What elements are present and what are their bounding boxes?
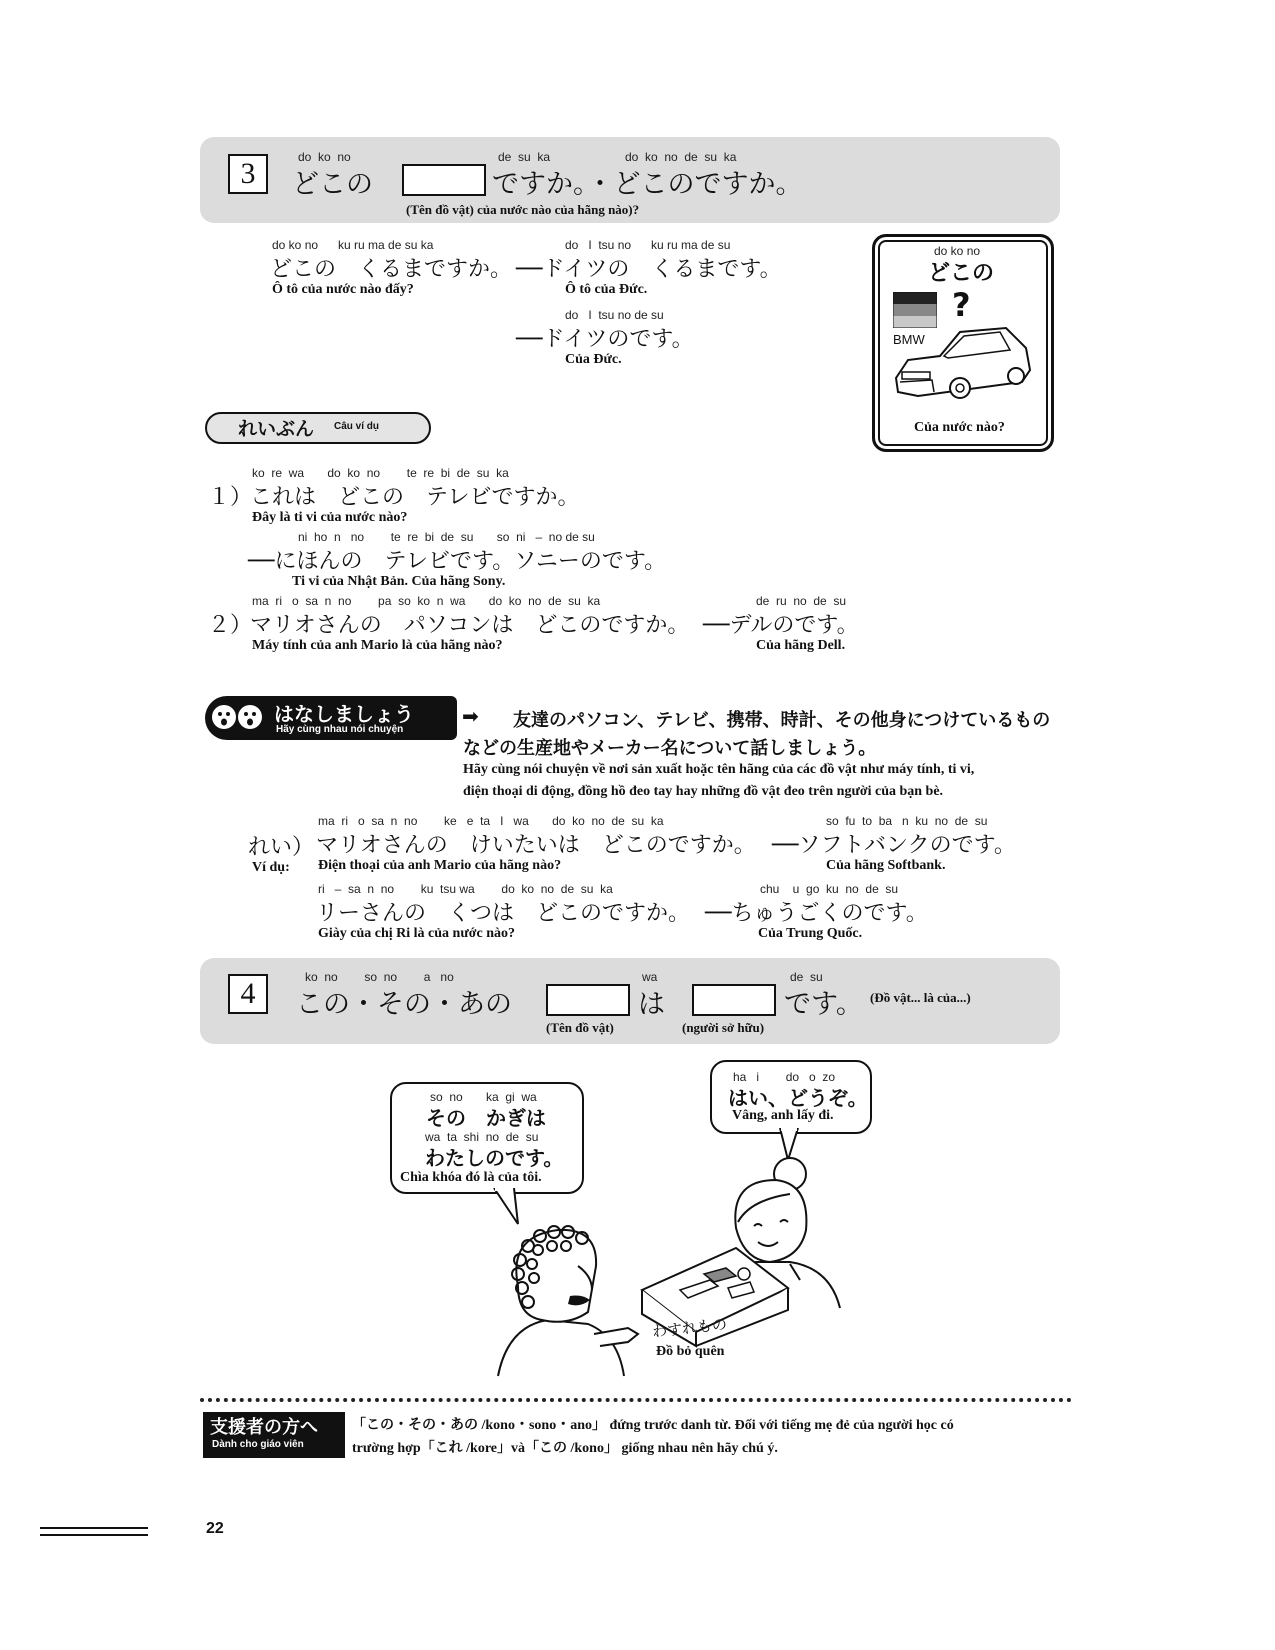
ex3-a2-jp: ──ドイツのです。 xyxy=(516,327,694,352)
car-panel-ruby: do ko no xyxy=(934,244,981,258)
rei2-ruby: ri – sa n no ku tsu wa do ko no de su ka xyxy=(318,882,613,896)
e2-jp: マリオさんの パソコンは どこのですか。 xyxy=(250,613,690,638)
car-icon xyxy=(888,326,1038,406)
page-number: 22 xyxy=(206,1520,224,1537)
bubble-left-jp1: その かぎは xyxy=(426,1106,546,1130)
rei2a-jp: ──ちゅうごくのです。 xyxy=(705,901,928,926)
arrow-right-icon: ➡ xyxy=(462,704,479,728)
ruby-konosonoano: ko no so no a no xyxy=(305,970,454,984)
blank-item-3 xyxy=(402,164,486,196)
ruby-desu: de su xyxy=(790,970,823,984)
lost-items-caption: Đồ bỏ quên xyxy=(656,1344,725,1359)
talking-faces-icon xyxy=(210,702,266,732)
ruby-doko: do ko no xyxy=(298,150,351,164)
reibun-sub: Câu ví dụ xyxy=(334,421,380,432)
ex3-q-ruby: do ko no ku ru ma de su ka xyxy=(272,238,434,252)
e2-ruby: ma ri o sa n no pa so ko n wa do ko no de su ka xyxy=(252,594,601,608)
bubble-left-jp2: わたしのです。 xyxy=(425,1146,564,1170)
bubble-left-ruby2: wa ta shi no de su xyxy=(425,1130,539,1144)
car-panel-title: どこの xyxy=(928,261,995,286)
rei2-jp: リーさんの くつは どこのですか。 xyxy=(316,901,691,926)
pattern4-note: (Đồ vật... là của...) xyxy=(870,990,971,1005)
ex3-a2-vn: Của Đức. xyxy=(565,352,622,367)
bubble-right-vn: Vâng, anh lấy đi. xyxy=(732,1108,834,1123)
rei2-vn: Giày của chị Ri là của nước nào? xyxy=(318,926,515,941)
rei1-vn: Điện thoại của anh Mario của hãng nào? xyxy=(318,858,562,873)
section-number-3: 3 xyxy=(228,154,268,194)
footer-rule xyxy=(40,1527,148,1536)
e1a-ruby: ni ho n no te re bi de su so ni – no de su xyxy=(298,530,595,544)
e2a-ruby: de ru no de su xyxy=(756,594,847,608)
german-flag-icon xyxy=(893,292,937,328)
rei-label: れい） xyxy=(248,835,315,860)
bubble-right-ruby: ha i do o zo xyxy=(733,1070,836,1084)
e1-vn: Đây là ti vi của nước nào? xyxy=(252,510,408,525)
e1-num: １） xyxy=(208,485,253,510)
blank-item-4 xyxy=(546,984,630,1016)
hanashi-jp-line2: などの生産地やメーカー名について話しましょう。 xyxy=(463,738,877,759)
e1-jp: これは どこの テレビですか。 xyxy=(250,485,580,510)
rei2a-ruby: chu u go ku no de su xyxy=(760,882,899,896)
teacher-line1: 「この・その・あの /kono・sono・ano」 đứng trước danh từ. Đối với tiếng mẹ đẻ của người học có xyxy=(352,1418,954,1433)
rei1a-ruby: so fu to ba n ku no de su xyxy=(826,814,988,828)
pattern3-desuka: ですか。・どこのですか。 xyxy=(492,169,803,200)
ruby-desuka: de su ka xyxy=(498,150,551,164)
pattern3-caption: (Tên đồ vật) của nước nào của hãng nào)? xyxy=(406,202,640,217)
e2-num: ２） xyxy=(208,613,253,638)
pattern4-wa: は xyxy=(638,989,665,1020)
pattern4-desu: です。 xyxy=(784,989,863,1020)
ex3-a1-vn: Ô tô của Đức. xyxy=(565,282,648,297)
e1a-jp: ──にほんの テレビです。ソニーのです。 xyxy=(248,549,667,574)
ruby-wa: wa xyxy=(642,970,658,984)
teacher-label: 支援者の方へ xyxy=(210,1417,318,1438)
hanashi-vn-line2: điện thoại di động, đồng hồ đeo tay hay những đồ vật đeo trên người của bạn bè. xyxy=(463,784,944,799)
teacher-line2: trường hợp「これ /kore」và「この /kono」 giống nhau nên hãy chú ý. xyxy=(352,1441,778,1456)
rei1a-vn: Của hãng Softbank. xyxy=(826,858,946,873)
ruby-dokonodesuka: do ko no de su ka xyxy=(625,150,737,164)
rei-label-vn: Ví dụ: xyxy=(252,860,290,875)
ex3-q-jp: どこの くるまですか。 xyxy=(270,257,513,282)
ex3-a1-jp: ──ドイツの くるまです。 xyxy=(516,257,782,282)
rei1-jp: マリオさんの けいたいは どこのですか。 xyxy=(316,833,756,858)
ex3-q-vn: Ô tô của nước nào đấy? xyxy=(272,282,414,297)
bubble-left-ruby1: so no ka gi wa xyxy=(430,1090,537,1104)
pattern3-doko: どこの xyxy=(292,169,373,200)
bubble-left-vn: Chìa khóa đó là của tôi. xyxy=(400,1170,542,1185)
section-number-4: 4 xyxy=(228,974,268,1014)
car-brand-label: BMW xyxy=(893,332,925,347)
blank1-caption: (Tên đồ vật) xyxy=(546,1020,614,1035)
e2a-vn: Của hãng Dell. xyxy=(756,638,846,653)
ex3-a2-ruby: do I tsu no de su xyxy=(565,308,664,322)
bubble-right-jp: はい、どうぞ。 xyxy=(728,1086,868,1110)
car-panel-caption: Của nước nào? xyxy=(914,420,1005,435)
hanashi-label: はなしましょう xyxy=(274,702,414,726)
car-panel-question: ? xyxy=(952,286,971,324)
lost-items-label: わすれもの xyxy=(651,1315,728,1341)
e2-vn: Máy tính của anh Mario là của hãng nào? xyxy=(252,638,503,653)
dotted-divider xyxy=(200,1398,1072,1402)
rei1-ruby: ma ri o sa n no ke e ta I wa do ko no de su ka xyxy=(318,814,664,828)
hanashi-vn-line1: Hãy cùng nói chuyện về nơi sản xuất hoặc tên hãng của các đồ vật như máy tính, ti vi, xyxy=(463,762,975,777)
teacher-sub: Dành cho giáo viên xyxy=(212,1439,304,1450)
ex3-a1-ruby: do I tsu no ku ru ma de su xyxy=(565,238,731,252)
blank-owner-4 xyxy=(692,984,776,1016)
rei2a-vn: Của Trung Quốc. xyxy=(758,926,863,941)
e2a-jp: ──デルのです。 xyxy=(703,613,859,638)
hanashi-sub: Hãy cùng nhau nói chuyện xyxy=(276,724,404,735)
rei1a-jp: ──ソフトバンクのです。 xyxy=(772,833,1016,858)
blank2-caption: (người sở hữu) xyxy=(682,1020,765,1035)
hanashi-jp-line1: 友達のパソコン、テレビ、携帯、時計、その他身につけているもの xyxy=(513,710,1051,731)
e1-ruby: ko re wa do ko no te re bi de su ka xyxy=(252,466,509,480)
pattern4-konosonoano: この・その・あの xyxy=(296,989,512,1020)
e1a-vn: Ti vi của Nhật Bản. Của hãng Sony. xyxy=(292,574,506,589)
man-illustration xyxy=(478,1216,648,1386)
reibun-label: れいぶん xyxy=(238,418,315,440)
